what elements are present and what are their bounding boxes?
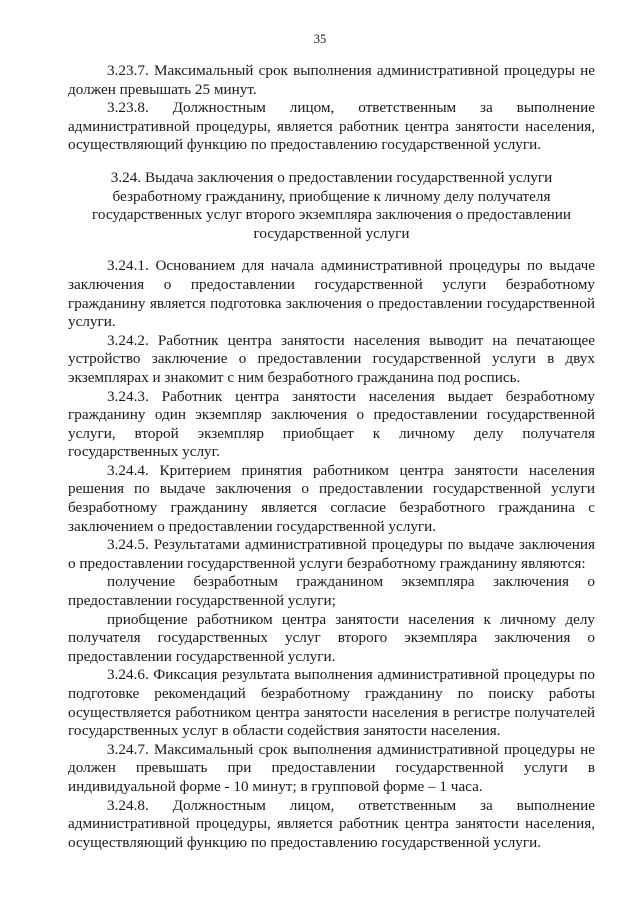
- section-heading-3-24: 3.24. Выдача заключения о предоставлении государственной услуги безработному гражданину, приобщение к личному делу получателя государственных услуг второго экземпляра заключения о предоставлении государственной услуги: [92, 168, 571, 242]
- paragraph-3-24-1: 3.24.1. Основанием для начала административной процедуры по выдаче заключения о предоставлении государственной услуги безработному гражданину является подготовка заключения о предоставлении государственной услуги.: [68, 257, 595, 331]
- paragraph-3-24-4: 3.24.4. Критерием принятия работником центра занятости населения решения по выдаче заключения о предоставлении государственной услуги безработному гражданину является согласие безработного гражданина с заключением о предоставлении государственной услуги.: [68, 461, 595, 535]
- list-item-result-1: получение безработным гражданином экземпляра заключения о предоставлении государственной услуги;: [68, 573, 595, 610]
- paragraph-3-24-7: 3.24.7. Максимальный срок выполнения административной процедуры не должен превышать при предоставлении государственной услуги в индивидуальной форме - 10 минут; в групповой форме – 1 часа.: [68, 740, 595, 795]
- paragraph-3-23-8: 3.23.8. Должностным лицом, ответственным за выполнение административной процедуры, является работник центра занятости населения, осуществляющий функцию по предоставлению государственной услуги.: [68, 99, 595, 154]
- paragraph-3-24-6: 3.24.6. Фиксация результата выполнения административной процедуры по подготовке рекомендаций безработному гражданину по поиску работы осуществляется работником центра занятости населения в регистре получателей государственных услуг в области содействия занятости населения.: [68, 666, 595, 740]
- page-number: 35: [313, 32, 327, 46]
- paragraph-3-24-5: 3.24.5. Результатами административной процедуры по выдаче заключения о предоставлении государственной услуги безработному гражданину являются:: [68, 536, 595, 572]
- list-item-result-2: приобщение работником центра занятости населения к личному делу получателя государственных услуг второго экземпляра заключения о предоставлении государственной услуги.: [68, 610, 595, 665]
- paragraph-3-23-7: 3.23.7. Максимальный срок выполнения административной процедуры не должен превышать 25 минут.: [68, 62, 595, 98]
- paragraph-3-24-3: 3.24.3. Работник центра занятости населения выдает безработному гражданину один экземпляр заключения о предоставлении государственной услуги, второй экземпляр приобщает к личному делу получателя государственных услуг.: [68, 387, 595, 461]
- paragraph-3-24-8: 3.24.8. Должностным лицом, ответственным за выполнение административной процедуры, является работник центра занятости населения, осуществляющий функцию по предоставлению государственной услуги.: [68, 796, 595, 851]
- paragraph-3-24-2: 3.24.2. Работник центра занятости населения выводит на печатающее устройство заключение о предоставлении государственной услуги в двух экземплярах и знакомит с ним безработного гражданина под роспись.: [68, 331, 595, 386]
- document-body: [68, 62, 595, 852]
